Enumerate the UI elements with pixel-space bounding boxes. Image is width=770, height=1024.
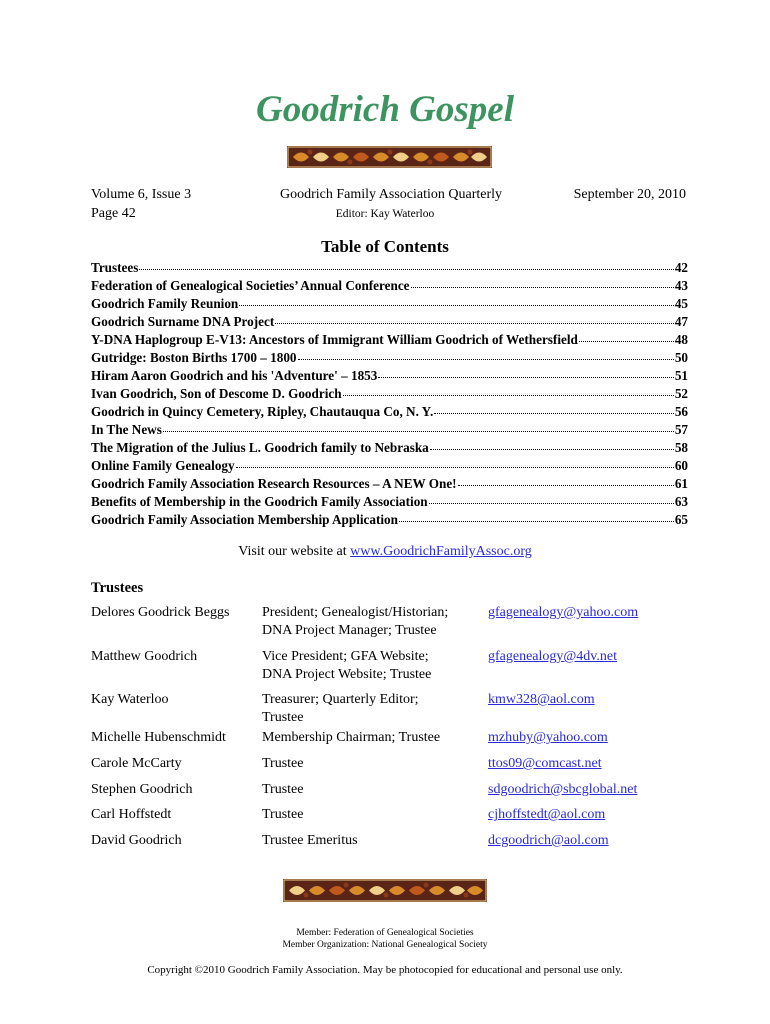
toc-entry[interactable] [91,511,688,529]
toc-leader [236,455,674,468]
toc-entry-page: 43 [674,278,688,293]
publication-name: Goodrich Family Association Quarterly [280,187,503,202]
trustee-email-link[interactable]: mzhuby@yahoo.com [488,730,608,745]
trustee-role [262,648,477,684]
toc-leader [239,293,674,306]
trustee-role: Trustee [262,756,304,771]
trustee-name: Michelle Hubenschmidt [91,730,226,745]
website-link[interactable]: www.GoodrichFamilyAssoc.org [350,544,532,559]
trustee-name: Carl Hoffstedt [91,807,172,822]
trustee-role-line: Treasurer; Quarterly Editor; [262,692,419,707]
toc-leader [429,491,674,504]
trustee-email-link[interactable]: cjhoffstedt@aol.com [488,807,606,822]
toc-entry-page: 61 [674,476,688,491]
toc-entry-page: 58 [674,440,688,455]
newsletter-title: Goodrich Gospel [256,89,514,130]
leaf-ornament-top [287,146,492,168]
toc-entry-page: 50 [674,350,688,365]
trustee-role-line: Trustee [262,710,304,725]
trustee-name: Matthew Goodrich [91,649,198,664]
trustees-list [91,604,691,852]
membership-note-ngs: Member Organization: National Genealogical Society [282,940,488,950]
trustees-heading: Trustees [91,580,144,596]
trustee-name: Stephen Goodrich [91,782,193,797]
toc-entry-title: Trustees [91,260,139,275]
toc-entry-title: Online Family Genealogy [91,458,235,473]
leaf-ornament-bottom [283,879,487,902]
trustee-role: Trustee [262,807,304,822]
toc-entry-title: Federation of Genealogical Societies’ Annual Conference [91,278,410,293]
copyright-notice: Copyright ©2010 Goodrich Family Association. May be photocopied for educational and personal use only. [147,964,623,976]
trustee-role [262,604,477,640]
toc-entry-page: 65 [674,512,688,527]
trustee-role-line: DNA Project Manager; Trustee [262,623,437,638]
trustee-row [91,781,691,806]
trustee-email-link[interactable]: gfagenealogy@yahoo.com [488,605,639,620]
toc-leader [434,401,674,414]
trustee-role-line: President; Genealogist/Historian; [262,605,449,620]
toc-entry-page: 42 [674,260,688,275]
toc-leader [411,275,674,288]
trustee-role: Trustee Emeritus [262,833,358,848]
toc-entry-page: 48 [674,332,688,347]
toc-entry-title: Goodrich in Quincy Cemetery, Ripley, Chautauqua Co, N. Y. [91,404,434,419]
toc-leader [579,329,674,342]
trustee-email-link[interactable]: kmw328@aol.com [488,692,595,707]
toc-entry-title: Hiram Aaron Goodrich and his 'Adventure' – 1853 [91,368,378,383]
toc-entry-title: Benefits of Membership in the Goodrich Family Association [91,494,428,509]
toc-entry-title: In The News [91,422,162,437]
toc-leader [378,365,673,378]
toc-entry-page: 52 [674,386,688,401]
trustee-role: Trustee [262,782,304,797]
trustee-role: Membership Chairman; Trustee [262,730,441,745]
trustee-email-link[interactable]: ttos09@comcast.net [488,756,602,771]
toc-entry-title: The Migration of the Julius L. Goodrich family to Nebraska [91,440,429,455]
trustee-row [91,648,691,691]
toc-entry-title: Goodrich Family Reunion [91,296,239,311]
toc-leader [275,311,674,324]
toc-leader [343,383,674,396]
trustee-row [91,832,691,852]
trustee-name: David Goodrich [91,833,182,848]
trustee-row [91,755,691,781]
toc-entry-page: 57 [674,422,688,437]
toc-entry-page: 56 [674,404,688,419]
toc-entry-page: 63 [674,494,688,509]
trustee-row [91,604,691,648]
trustee-row [91,806,691,832]
trustee-row [91,691,691,729]
trustee-name: Delores Goodrick Beggs [91,605,230,620]
toc-entry-title: Ivan Goodrich, Son of Descome D. Goodrich [91,386,342,401]
toc-entry-page: 60 [674,458,688,473]
issue-date: September 20, 2010 [573,187,686,202]
membership-note-fgs: Member: Federation of Genealogical Societies [296,928,474,938]
toc-leader [298,347,674,360]
table-of-contents [91,259,688,529]
trustee-email-link[interactable]: gfagenealogy@4dv.net [488,649,617,664]
trustee-role-line: DNA Project Website; Trustee [262,667,432,682]
website-prefix: Visit our website at [238,544,351,559]
trustee-role [262,691,477,727]
website-line [0,544,770,560]
toc-entry-page: 51 [674,368,688,383]
toc-heading: Table of Contents [321,237,449,256]
trustee-role-line: Vice President; GFA Website; [262,649,429,664]
toc-entry-title: Goodrich Family Association Research Resources – A NEW One! [91,476,457,491]
toc-entry-title: Y-DNA Haplogroup E-V13: Ancestors of Immigrant William Goodrich of Wethersfield [91,332,578,347]
toc-leader [399,509,674,522]
toc-leader [430,437,674,450]
page-number: Page 42 [91,206,136,221]
toc-leader [163,419,674,432]
toc-leader [458,473,674,486]
trustee-name: Kay Waterloo [91,692,169,707]
trustee-email-link[interactable]: dcgoodrich@aol.com [488,833,609,848]
toc-entry-title: Goodrich Family Association Membership Application [91,512,398,527]
trustee-email-link[interactable]: sdgoodrich@sbcglobal.net [488,782,638,797]
toc-entry-title: Gutridge: Boston Births 1700 – 1800 [91,350,297,365]
toc-leader [139,257,673,270]
toc-entry-page: 47 [674,314,688,329]
toc-entry-page: 45 [674,296,688,311]
editor-line: Editor: Kay Waterloo [335,208,435,220]
trustee-row [91,729,691,755]
trustee-name: Carole McCarty [91,756,182,771]
volume-issue: Volume 6, Issue 3 [91,187,192,202]
toc-entry-title: Goodrich Surname DNA Project [91,314,275,329]
